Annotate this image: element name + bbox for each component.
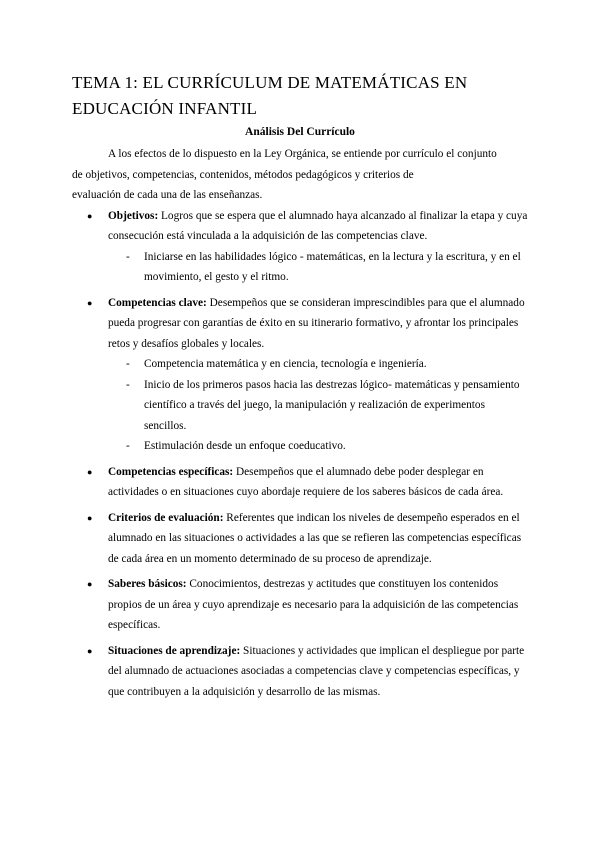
dash-icon: - — [126, 440, 130, 452]
dash-icon: - — [126, 250, 130, 263]
sub-list-item — [108, 354, 528, 375]
intro-line: A los efectos de lo dispuesto en la Ley Orgánica, se entiende por currículo el conjunto — [108, 148, 497, 160]
item-term: Situaciones de aprendizaje: — [108, 644, 241, 657]
sub-list-item — [108, 436, 528, 457]
sub-list — [108, 354, 528, 457]
list-item — [72, 206, 528, 288]
bullet-icon: ● — [87, 210, 93, 221]
sub-item-text: Iniciarse en las habilidades lógico - matemáticas, en la lectura y la escritura, y en el movimiento, el gesto y el ritmo. — [144, 250, 521, 283]
intro-line: evaluación de cada una de las enseñanzas. — [72, 189, 263, 201]
sub-list-item — [108, 247, 528, 288]
bullet-icon: ● — [87, 512, 93, 523]
item-description: Conocimientos, destrezas y actitudes que constituyen los contenidos propios de un área y cuyo aprendizaje es necesario para la adquisición de las competencias específicas. — [108, 578, 519, 631]
list-item — [72, 641, 528, 703]
item-term: Competencias específicas: — [108, 465, 234, 478]
list-item — [72, 508, 528, 570]
bullet-icon: ● — [87, 579, 93, 589]
item-description: Logros que se espera que el alumnado haya alcanzado al finalizar la etapa y cuya consecución está vinculada a la adquisición de las competencias clave. — [108, 209, 528, 242]
dash-icon: - — [126, 358, 130, 370]
item-description: Situaciones y actividades que implican el despliegue por parte del alumnado de actuaciones asociadas a competencias clave y competencias específicas, y que contribuyen a la adquisición y desarrollo de las mismas. — [108, 644, 525, 698]
sub-item-text: Competencia matemática y en ciencia, tecnología e ingeniería. — [144, 358, 427, 370]
item-term: Objetivos: — [108, 209, 159, 222]
item-term: Criterios de evaluación: — [108, 511, 224, 524]
bullet-icon: ● — [87, 297, 93, 308]
bullet-icon: ● — [87, 466, 93, 477]
list-item — [72, 462, 528, 503]
item-description: Referentes que indican los niveles de desempeño esperados en el alumnado en las situaciones o actividades a las que se refieren las competencias específicas de cada área en un momento determinado de su proceso de aprendizaje. — [108, 511, 522, 565]
section-subtitle: Análisis Del Currículo — [245, 126, 355, 138]
sub-item-text: Inicio de los primeros pasos hacia las destrezas lógico- matemáticas y pensamiento científico a través del juego, la manipulación y realización de experimentos sencillos. — [144, 378, 520, 432]
sub-item-text: Estimulación desde un enfoque coeducativo. — [144, 440, 346, 452]
bullet-icon: ● — [87, 645, 93, 656]
list-item — [72, 574, 528, 636]
definitions-list — [72, 206, 528, 703]
item-description: Desempeños que se consideran imprescindibles para que el alumnado pueda progresar con garantías de éxito en su itinerario formativo, y afrontar los principales retos y desafíos globales y locales. — [108, 296, 525, 350]
intro-line: de objetivos, competencias, contenidos, métodos pedagógicos y criterios de — [72, 168, 414, 181]
list-item — [72, 293, 528, 457]
sub-list-item — [108, 375, 528, 437]
item-description: Desempeños que el alumnado debe poder desplegar en actividades o en situaciones cuyo abordaje requiere de los saberes básicos de cada área. — [108, 465, 504, 498]
sub-list — [108, 247, 528, 288]
item-term: Saberes básicos: — [108, 578, 187, 590]
intro-paragraph — [72, 144, 528, 206]
item-term: Competencias clave: — [108, 296, 207, 309]
dash-icon: - — [126, 378, 130, 391]
document-title: TEMA 1: EL CURRÍCULUM DE MATEMÁTICAS EN EDUCACIÓN INFANTIL — [72, 73, 468, 118]
